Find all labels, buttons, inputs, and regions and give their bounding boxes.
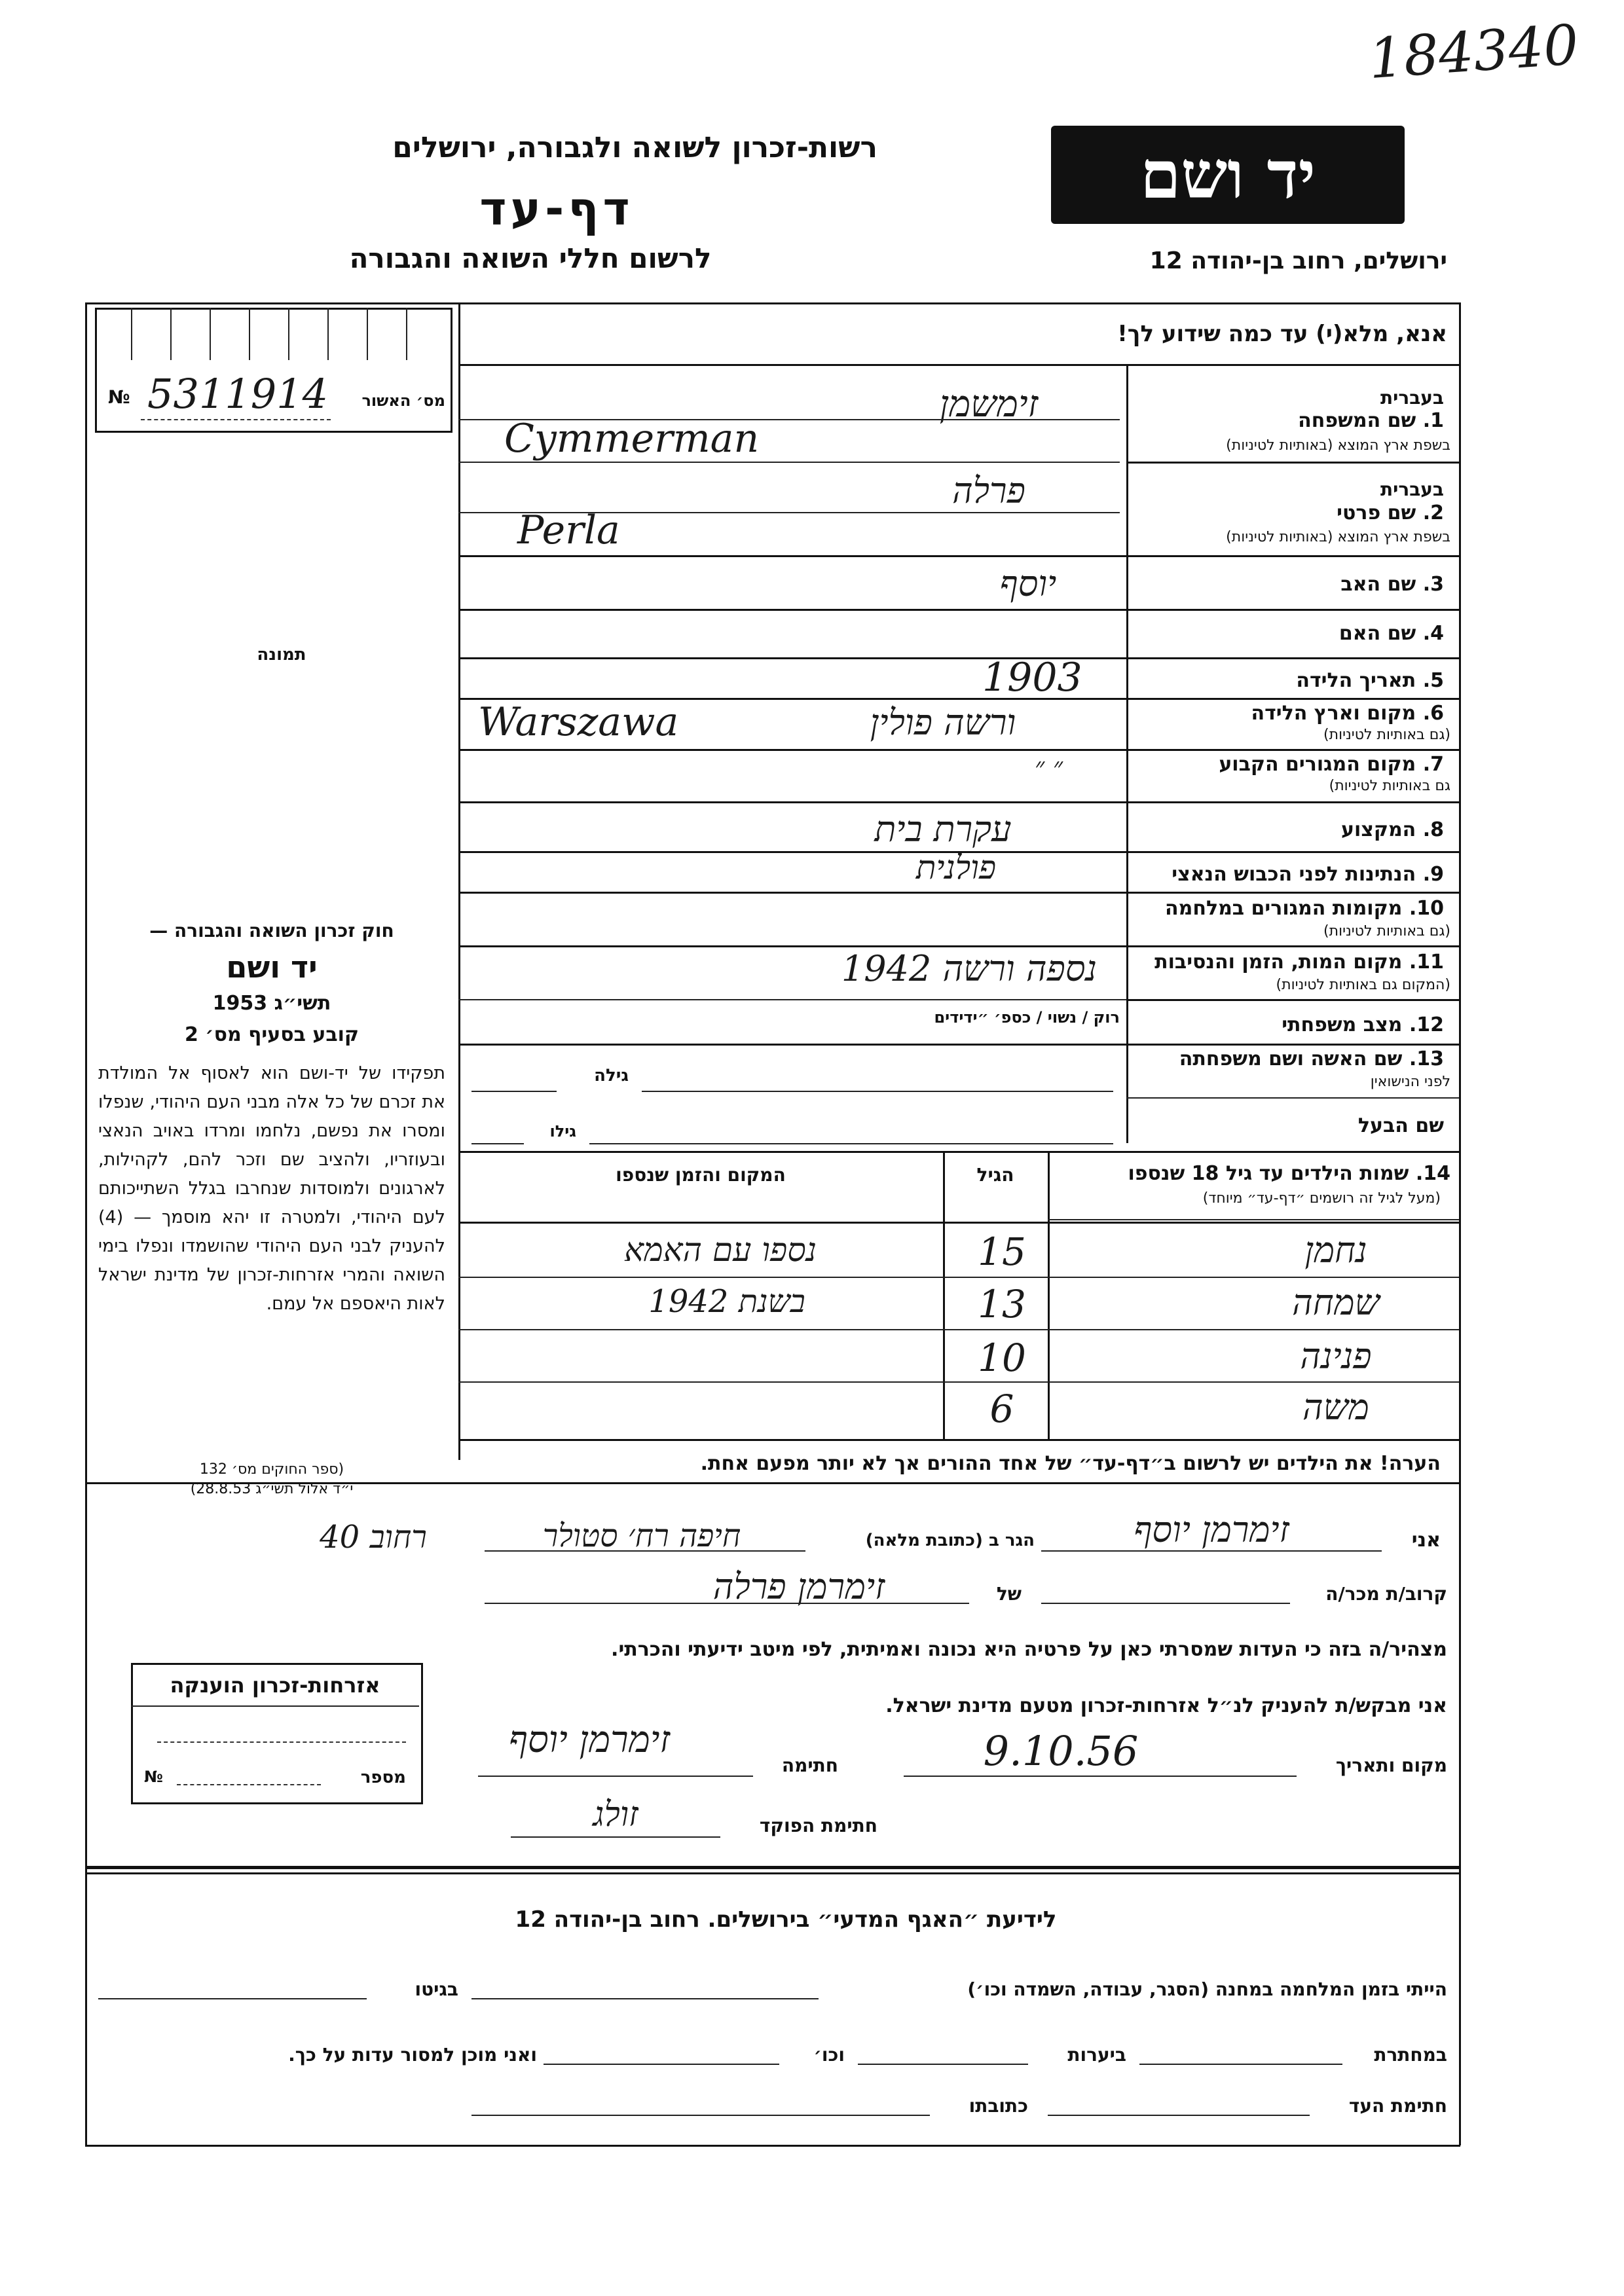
field7-sub: גם באותיות לטיניות) <box>1329 778 1450 794</box>
field12-label: מצב משפחתי <box>1282 1013 1403 1036</box>
footer-line2-d: ואני מוכן למסור עדות על כך. <box>288 2044 537 2066</box>
authority-name: רשות-זכרון לשואה ולגבורה, ירושלים <box>392 131 877 164</box>
child-place: נספו עם האמא <box>624 1231 817 1269</box>
field1-hebrew-tag: בעברית <box>1380 387 1444 409</box>
field12-num: 12. <box>1409 1013 1444 1036</box>
address-header: ירושלים, רחוב בן-יהודה 12 <box>1149 247 1447 274</box>
corner-number: 184340 <box>1366 12 1581 92</box>
law-title: יד ושם <box>226 949 318 985</box>
decl-of-label: של <box>996 1583 1022 1605</box>
field2-label: שם פרטי <box>1337 501 1416 524</box>
field-husband-label: שם הבעל <box>1357 1114 1444 1137</box>
logo-text: יד ושם <box>1140 136 1316 213</box>
decl-relation-label: קרוב/ת מכר/ה <box>1325 1583 1447 1605</box>
law-ref1: (ספר החוקים מס׳ 132 <box>199 1461 344 1478</box>
footer-line1-a: הייתי בזמן המלחמה במחנה (הסגר, עבודה, השמדה וכו׳) <box>967 1978 1447 2000</box>
law-ref2: י״ד אלול תשי״ג 28.8.53) <box>190 1481 354 1497</box>
field2-value-lat: Perla <box>517 507 620 553</box>
decl-signature: זימרמן יוסף <box>508 1719 671 1761</box>
field2-value-he: פרלה <box>952 470 1025 511</box>
field1-num: 1. <box>1422 409 1444 432</box>
child-name: שמחה <box>1292 1282 1380 1323</box>
field7-label: מקום המגורים הקבוע <box>1219 753 1416 776</box>
children-num: 14. <box>1415 1162 1450 1185</box>
child-place: בשנת 1942 <box>648 1283 805 1320</box>
field3-value: יוסף <box>999 563 1057 604</box>
field2-sub: בשפת ארץ המוצא (באותיות לטיניות) <box>1226 529 1450 545</box>
children-age-header: הגיל <box>976 1164 1014 1186</box>
field9-value: פולנית <box>915 848 997 886</box>
field6-num: 6. <box>1422 702 1444 725</box>
field1-label: שם המשפחה <box>1298 409 1416 432</box>
decl-signature-label: חתימה <box>781 1755 838 1776</box>
stamp-box-title: אזרחות-זכרון הוענקה <box>170 1673 380 1698</box>
field6-value-he: ורשה פולין <box>870 702 1016 743</box>
decl-request: אני מבקש/ת להעניק לנ״ל אזרחות-זכרון מטעם מדינת ישראל. <box>885 1694 1447 1717</box>
child-age: 15 <box>978 1230 1026 1274</box>
field5-num: 5. <box>1422 669 1444 692</box>
child-name: נחמן <box>1304 1230 1367 1271</box>
field10-sub: (גם באותיות לטיניות) <box>1323 923 1450 939</box>
field11-value: נספה ורשה 1942 <box>841 948 1098 989</box>
field1-value-he: זימשמן <box>939 383 1039 426</box>
children-subtitle: (מעל לגיל זה רושמים ״דף-עד״ מיוחד) <box>1202 1190 1441 1207</box>
footer-line2-b: ביערות <box>1067 2044 1126 2066</box>
law-year: תשי״ג 1953 <box>212 992 331 1015</box>
field5-value: 1903 <box>982 655 1082 701</box>
law-line1: חוק זכרון השואה והגבורה — <box>149 920 394 941</box>
registration-label: מס׳ האשור <box>361 392 445 410</box>
field10-label: מקומות המגורים במלחמה <box>1165 897 1403 920</box>
form-subtitle: לרשום חללי השואה והגבורה <box>349 242 712 274</box>
decl-address2: רחוב 40 <box>320 1519 427 1556</box>
decl-official-label: חתימת הפוקד <box>759 1815 877 1836</box>
field8-value: עקרת בית <box>874 809 1012 850</box>
child-age: 6 <box>989 1387 1014 1431</box>
field9-num: 9. <box>1422 863 1444 886</box>
field6-sub: (גם באותיות לטיניות) <box>1323 727 1450 743</box>
field13-num: 13. <box>1409 1048 1444 1070</box>
registration-no: № <box>108 386 130 408</box>
field11-label: מקום המות, הזמן והנסיבות <box>1154 951 1403 974</box>
child-name: פנינה <box>1300 1336 1372 1377</box>
field1-sub: בשפת ארץ המוצא (באותיות לטיניות) <box>1226 437 1450 454</box>
children-note: הערה! את הילדים יש לרשום ב״דף-עד״ של אחד ההורים אך לא יותר מפעם אחת. <box>700 1452 1441 1475</box>
registration-value: 5311914 <box>147 370 329 418</box>
decl-name: זימרמן יוסף <box>1134 1509 1289 1550</box>
field11-sub: (המקום גם באותיות לטיניות) <box>1276 977 1450 993</box>
stamp-box-number-label: מספר <box>360 1768 406 1787</box>
field6-label: מקום וארץ הלידה <box>1251 702 1416 725</box>
decl-statement: מצהיר/ה בזה כי העדות שמסרתי כאן על פרטיה היא נכונה ואמיתית, לפי מיטב ידיעתי והכרתי. <box>611 1638 1447 1661</box>
field5-label: תאריך הלידה <box>1296 669 1416 692</box>
footer-line1-b: בגיטו <box>415 1978 458 2000</box>
instruction: אנא, מלא(י) עד כמה שידוע לך! <box>1117 321 1447 347</box>
field8-label: המקצוע <box>1340 818 1416 841</box>
law-body: תפקידו של יד-ושם הוא לאסוף אל המולדת את זכרם של כל אלה מבני העם היהודי, שנפלו ומסרו את נפשם, נלחמו ומרדו באויב הנאצי ובעוזריו, ולהציב שם וזכר להם, לקהילות, לארגונים ולמוסדות שנחרבו בגלל השתייכותם לעם היהודי, ולמטרה זו יהא מוסמך — (4) להעניק לבני העם היהודי שהושמדו ונפלו בימי השואה והמרי אזרחות-זכרון של מדינת ישראל לאות היאספם אל עמם. <box>98 1063 445 1314</box>
law-clause: קובע בסעיף מס׳ 2 <box>184 1023 360 1046</box>
field-husband-age-label: גילו <box>549 1122 576 1140</box>
field3-num: 3. <box>1422 573 1444 596</box>
footer-line3-b: כתובתו <box>969 2095 1028 2117</box>
footer-line2-c: וכו׳ <box>813 2044 845 2066</box>
footer-line2-a: במחתרת <box>1374 2044 1447 2066</box>
yad-vashem-logo <box>1051 126 1405 224</box>
decl-ani: אני <box>1411 1529 1441 1552</box>
field13-sub: לפני הנישואין <box>1370 1074 1450 1090</box>
photo-label: תמונה <box>257 645 306 665</box>
field13-label: שם האשה ושם משפחתה <box>1179 1048 1403 1070</box>
decl-date: 9.10.56 <box>983 1727 1139 1775</box>
field2-num: 2. <box>1422 501 1444 524</box>
field6-value-lat: Warszawa <box>478 699 679 745</box>
children-title: שמות הילדים עד גיל 18 שנספו <box>1128 1162 1409 1185</box>
children-place-header: המקום והזמן שנספו <box>616 1164 786 1186</box>
stamp-box-no: № <box>144 1768 163 1786</box>
form-title: דף-עד <box>479 182 634 236</box>
field8-num: 8. <box>1422 818 1444 841</box>
field4-num: 4. <box>1422 622 1444 645</box>
footer-line3-a: חתימת העד <box>1348 2095 1447 2117</box>
decl-place-date-label: מקום ותאריך <box>1335 1755 1447 1776</box>
field7-num: 7. <box>1422 753 1444 776</box>
field4-label: שם האם <box>1338 622 1416 645</box>
footer-heading: לידיעת ״האגף המדעי״ בירושלים. רחוב בן-יהודה 12 <box>515 1906 1057 1933</box>
field1-value-lat: Cymmerman <box>504 416 760 462</box>
field11-num: 11. <box>1409 951 1444 974</box>
field9-label: הנתינות לפני הכבוש הנאצי <box>1172 863 1416 886</box>
child-name: משה <box>1302 1387 1369 1428</box>
child-age: 13 <box>978 1282 1026 1326</box>
field7-value: ״ ״ <box>1035 752 1063 782</box>
child-age: 10 <box>978 1336 1026 1380</box>
field12-options: רוק / נשוי / כספ׳ ״ידידים <box>934 1008 1120 1027</box>
field2-hebrew-tag: בעברית <box>1380 479 1444 500</box>
decl-of-value: זימרמן פרלה <box>712 1566 885 1607</box>
field10-num: 10. <box>1409 897 1444 920</box>
decl-official-signature: זולג <box>593 1795 638 1834</box>
field13-age-label: גילה <box>594 1066 629 1085</box>
field3-label: שם האב <box>1340 573 1416 596</box>
decl-resides-label: הגר ב (כתובת מלאה) <box>865 1531 1035 1550</box>
decl-address: חיפה רח׳ סטולר <box>542 1518 741 1554</box>
